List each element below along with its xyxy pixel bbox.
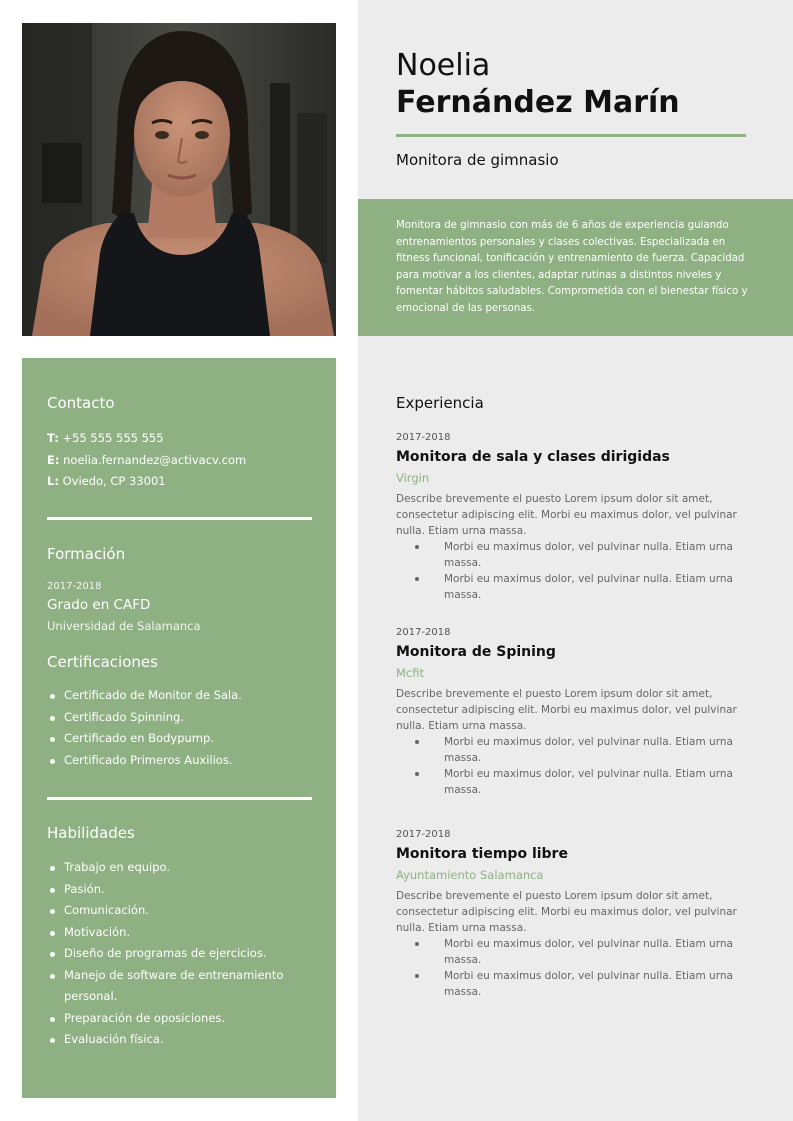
contact-phone	[47, 431, 164, 445]
job-period: 2017-2018	[396, 627, 451, 638]
list-item: Certificado en Bodypump.	[47, 728, 307, 750]
education-heading: Formación	[47, 545, 126, 563]
job-description: Describe brevemente el puesto Lorem ipsum dolor sit amet, consectetur adipiscing elit. Morbi eu maximus dolor, vel pulvinar nulla. Etiam urna massa.	[396, 493, 737, 537]
job-period: 2017-2018	[396, 432, 451, 443]
list-item: Diseño de programas de ejercicios.	[47, 943, 307, 965]
summary-box	[358, 199, 793, 336]
phone-label: T:	[47, 431, 59, 445]
experience-item	[396, 431, 746, 603]
experience-heading: Experiencia	[396, 394, 484, 412]
job-role: Monitora de sala y clases dirigidas	[396, 449, 670, 465]
sidebar	[22, 358, 336, 1098]
summary-text: Monitora de gimnasio con más de 6 años de experiencia guiando entrenamientos personales y clases colectivas. Especializada en fitness funcional, tonificación y entrenamiento de fuerza. Capacidad para motivar a los clientes, adaptar rutinas a distintos niveles y fomentar hábitos saludables. Comprometida con el bienestar físico y emocional de las personas.	[396, 220, 748, 314]
contact-location	[47, 474, 166, 488]
job-company: Ayuntamiento Salamanca	[396, 868, 544, 882]
education-period: 2017-2018	[47, 581, 102, 592]
education-institution: Universidad de Salamanca	[47, 619, 201, 633]
job-description: Describe brevemente el puesto Lorem ipsum dolor sit amet, consectetur adipiscing elit. Morbi eu maximus dolor, vel pulvinar nulla. Etiam urna massa.	[396, 890, 737, 934]
certifications-list	[47, 685, 307, 771]
job-company: Virgin	[396, 471, 430, 485]
contact-email	[47, 453, 246, 467]
experience-item	[396, 828, 746, 1000]
job-bullet: Morbi eu maximus dolor, vel pulvinar nulla. Etiam urna massa.	[444, 734, 746, 766]
list-item: Certificado Spinning.	[47, 707, 307, 729]
job-period: 2017-2018	[396, 829, 451, 840]
list-item: Manejo de software de entrenamiento personal.	[47, 965, 307, 1008]
job-company: Mcfit	[396, 666, 424, 680]
sidebar-divider	[47, 797, 312, 800]
first-name: Noelia	[396, 48, 491, 83]
skills-heading: Habilidades	[47, 824, 135, 842]
job-bullet: Morbi eu maximus dolor, vel pulvinar nulla. Etiam urna massa.	[444, 936, 746, 968]
phone-value: +55 555 555 555	[62, 431, 164, 445]
list-item: Pasión.	[47, 879, 307, 901]
job-bullet: Morbi eu maximus dolor, vel pulvinar nulla. Etiam urna massa.	[444, 539, 746, 571]
last-name: Fernández Marín	[396, 85, 680, 120]
experience-item	[396, 626, 746, 798]
list-item: Trabajo en equipo.	[47, 857, 307, 879]
location-label: L:	[47, 474, 59, 488]
job-title: Monitora de gimnasio	[396, 151, 559, 169]
contact-heading: Contacto	[47, 394, 115, 412]
profile-photo	[22, 23, 336, 336]
list-item: Certificado Primeros Auxilios.	[47, 750, 307, 772]
list-item: Evaluación física.	[47, 1029, 307, 1051]
email-label: E:	[47, 453, 60, 467]
certifications-heading: Certificaciones	[47, 653, 158, 671]
job-description: Describe brevemente el puesto Lorem ipsum dolor sit amet, consectetur adipiscing elit. Morbi eu maximus dolor, vel pulvinar nulla. Etiam urna massa.	[396, 688, 737, 732]
list-item: Preparación de oposiciones.	[47, 1008, 307, 1030]
skills-list	[47, 857, 307, 1051]
job-bullet: Morbi eu maximus dolor, vel pulvinar nulla. Etiam urna massa.	[444, 968, 746, 1000]
job-role: Monitora de Spining	[396, 644, 556, 660]
job-bullet: Morbi eu maximus dolor, vel pulvinar nulla. Etiam urna massa.	[444, 766, 746, 798]
name-block	[396, 48, 756, 122]
job-bullets	[444, 734, 746, 798]
email-value: noelia.fernandez@activacv.com	[63, 453, 247, 467]
list-item: Certificado de Monitor de Sala.	[47, 685, 307, 707]
name-divider	[396, 134, 746, 137]
job-bullets	[444, 936, 746, 1000]
education-degree: Grado en CAFD	[47, 597, 151, 613]
job-bullets	[444, 539, 746, 603]
job-bullet: Morbi eu maximus dolor, vel pulvinar nulla. Etiam urna massa.	[444, 571, 746, 603]
list-item: Comunicación.	[47, 900, 307, 922]
sidebar-divider	[47, 517, 312, 520]
list-item: Motivación.	[47, 922, 307, 944]
location-value: Oviedo, CP 33001	[62, 474, 166, 488]
job-role: Monitora tiempo libre	[396, 846, 568, 862]
